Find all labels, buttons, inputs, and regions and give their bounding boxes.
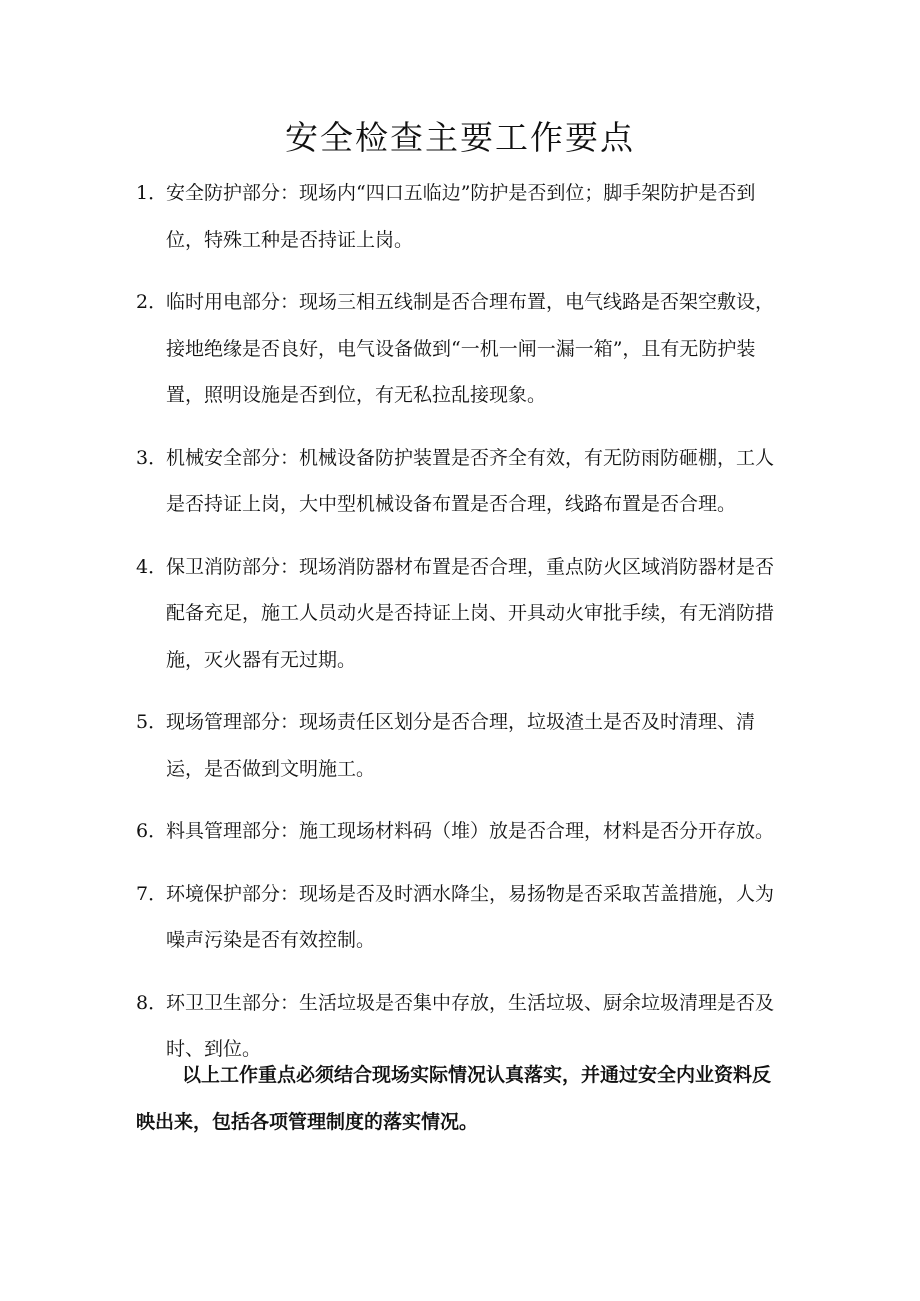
item-text: 环境保护部分：现场是否及时洒水降尘，易扬物是否采取苫盖措施，人为噪声污染是否有效控制。	[166, 882, 775, 951]
item-text: 料具管理部分：施工现场材料码（堆）放是否合理，材料是否分开存放。	[166, 820, 775, 842]
item-text: 安全防护部分：现场内“四口五临边”防护是否到位；脚手架防护是否到位，特殊工种是否持证上岗。	[166, 182, 756, 251]
item-text: 机械安全部分：机械设备防护装置是否齐全有效，有无防雨防砸棚，工人是否持证上岗，大中型机械设备布置是否合理，线路布置是否合理。	[166, 446, 775, 515]
list-item	[136, 170, 786, 263]
list-item	[136, 699, 786, 792]
list-item	[136, 279, 786, 419]
summary-paragraph: 以上工作重点必须结合现场实际情况认真落实，并通过安全内业资料反映出来，包括各项管理制度的落实情况。	[136, 1064, 772, 1133]
page-title: 安全检查主要工作要点	[285, 118, 635, 157]
item-number: 7．	[136, 882, 168, 905]
list-item	[136, 871, 786, 964]
item-number: 3．	[136, 446, 168, 469]
item-text: 现场管理部分：现场责任区划分是否合理，垃圾渣土是否及时清理、清运，是否做到文明施工。	[166, 711, 756, 780]
list-item	[136, 808, 786, 855]
list-item	[136, 435, 786, 528]
checklist	[136, 170, 786, 1089]
item-number: 4．	[136, 555, 168, 578]
item-text: 环卫卫生部分：生活垃圾是否集中存放，生活垃圾、厨余垃圾清理是否及时、到位。	[166, 991, 775, 1060]
item-text: 保卫消防部分：现场消防器材布置是否合理，重点防火区域消防器材是否配备充足，施工人员动火是否持证上岗、开具动火审批手续，有无消防措施，灭火器有无过期。	[166, 555, 775, 671]
item-text: 临时用电部分：现场三相五线制是否合理布置，电气线路是否架空敷设，接地绝缘是否良好，电气设备做到“一机一闸一漏一箱”，且有无防护装置，照明设施是否到位，有无私拉乱接现象。	[166, 291, 775, 406]
item-number: 5．	[136, 711, 168, 733]
item-number: 8．	[136, 991, 168, 1014]
item-number: 1．	[136, 182, 168, 204]
item-number: 6．	[136, 820, 168, 842]
list-item	[136, 544, 786, 684]
item-number: 2．	[136, 291, 168, 313]
